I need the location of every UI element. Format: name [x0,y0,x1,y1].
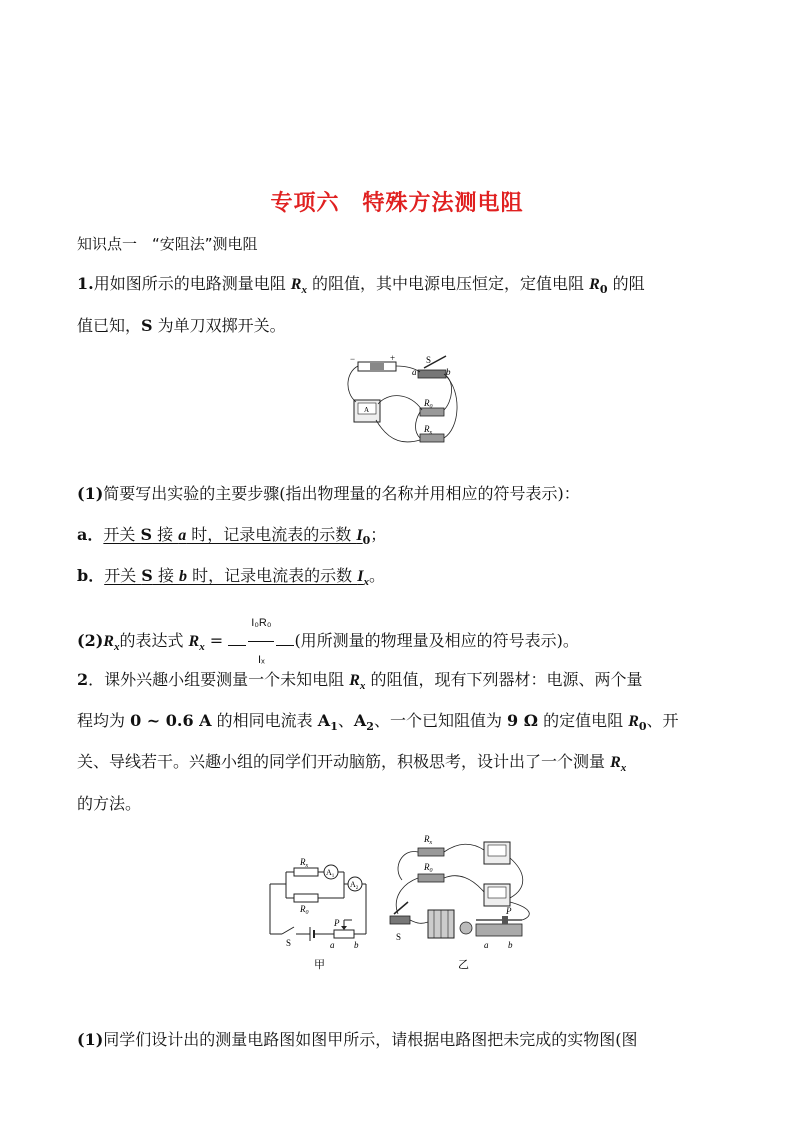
svg-text:P: P [334,918,340,928]
q1-step-a: a．开关 S 接 a 时，记录电流表的示数 $I_0$； [77,525,387,548]
svg-text:−: − [350,354,356,364]
svg-text:Rx: $R_x$ [424,424,433,436]
q2-line-3: 关、导线若干。兴趣小组的同学们开动脑筋，积极思考，设计出了一个测量 $R_x$ [77,752,627,775]
q1-line-1: 1.用如图所示的电路测量电阻 $R_x$ 的阻值，其中电源电压恒定，定值电阻 $R_0$ 的阻 [77,274,645,297]
q1-line-2: 值已知，S 为单刀双掷开关。 [77,316,286,335]
svg-text:b: b [446,367,451,377]
rx-expression-fraction: $\frac{\text{I₀R₀}}{\text{Iₓ}}$ [248,606,274,677]
q2-line-4: 的方法。 [77,794,142,813]
q2-line-1: 2．课外兴趣小组要测量一个未知电阻 $R_x$ 的阻值，现有下列器材：电源、两个量 [77,670,643,693]
svg-text:P: P [506,906,512,916]
svg-text:A1: $A_1$ [326,868,335,879]
svg-text:a: a [330,940,335,950]
svg-text:Rx: $R_x$ [300,857,309,869]
q1-part1: (1)简要写出实验的主要步骤(指出物理量的名称并用相应的符号表示)： [77,484,580,503]
q2-part1: (1)同学们设计出的测量电路图如图甲所示，请根据电路图把未完成的实物图(图 [77,1030,638,1049]
section-heading: 知识点一 “安阻法”测电阻 [77,235,258,253]
svg-text:R0: $R_0$ [424,398,433,410]
q1-step-b: b．开关 S 接 b 时，记录电流表的示数 $I_x$。 [77,566,385,589]
page-title: 专项六 特殊方法测电阻 [270,191,524,216]
physical-yi [390,834,529,971]
svg-text:S: S [286,938,292,948]
svg-text:+: + [390,353,396,363]
svg-text:S: S [426,355,432,365]
svg-text:b: b [354,940,359,950]
svg-text:乙: 乙 [458,959,469,971]
svg-text:甲: 甲 [314,959,325,971]
svg-text:a: a [412,367,417,377]
schematic-jia [270,857,366,971]
svg-text:R0: $R_0$ [424,862,433,874]
svg-text:Rx: $R_x$ [424,834,433,846]
q1-circuit-figure [340,352,460,452]
svg-text:A: A [364,406,370,414]
svg-text:b: b [508,940,513,950]
svg-text:a: a [484,940,489,950]
q2-circuit-figure [262,828,542,980]
svg-text:A2: $A_2$ [350,880,359,891]
svg-text:R0: $R_0$ [300,904,309,916]
q2-line-2: 程均为 0 ~ 0.6 A 的相同电流表 $A_1$、$A_2$、一个已知阻值为 9 Ω 的定值电阻 $R_0$、开 [77,711,679,734]
q1-part2: $(2)R_x$的表达式 $R_x$ = $\frac{\text{I₀R₀}}{\text{Iₓ}}$ (用所测量的物理量及相应的符号表示)。 [77,606,579,677]
svg-text:S: S [396,932,402,942]
